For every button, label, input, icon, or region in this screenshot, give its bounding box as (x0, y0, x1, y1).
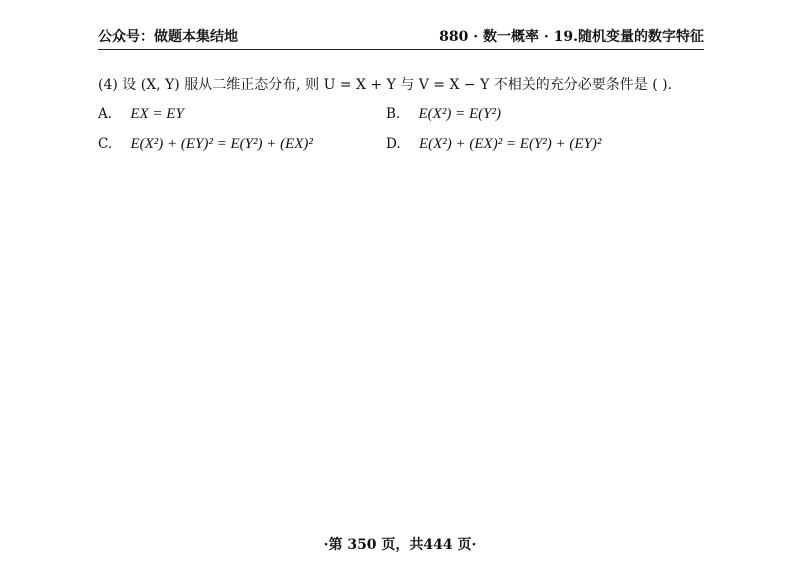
option-a-expression: EX = EY (130, 106, 184, 122)
option-b (386, 106, 501, 123)
page-number-footer: ·第 350 页，共444 页· (323, 537, 477, 553)
option-d (386, 136, 601, 153)
option-a-letter: A. (98, 106, 113, 122)
question-text: (4) 设 (X, Y) 服从二维正态分布, 则 U = X + Y 与 V = X − Y 不相关的充分必要条件是 ( ). (98, 77, 673, 93)
option-d-letter: D. (386, 136, 401, 152)
page-header (98, 22, 704, 50)
option-c-letter: C. (98, 136, 113, 152)
option-b-letter: B. (386, 106, 401, 122)
option-a (98, 106, 184, 123)
header-right-title: 880 · 数一概率 · 19.随机变量的数字特征 (439, 29, 704, 45)
header-left-title: 公众号：做题本集结地 (98, 29, 238, 45)
option-d-expression: E(X²) + (EX)² = E(Y²) + (EY)² (418, 136, 602, 152)
option-c-expression: E(X²) + (EY)² = E(Y²) + (EX)² (130, 136, 313, 152)
option-c (98, 136, 313, 153)
option-b-expression: E(X²) = E(Y²) (418, 106, 501, 122)
